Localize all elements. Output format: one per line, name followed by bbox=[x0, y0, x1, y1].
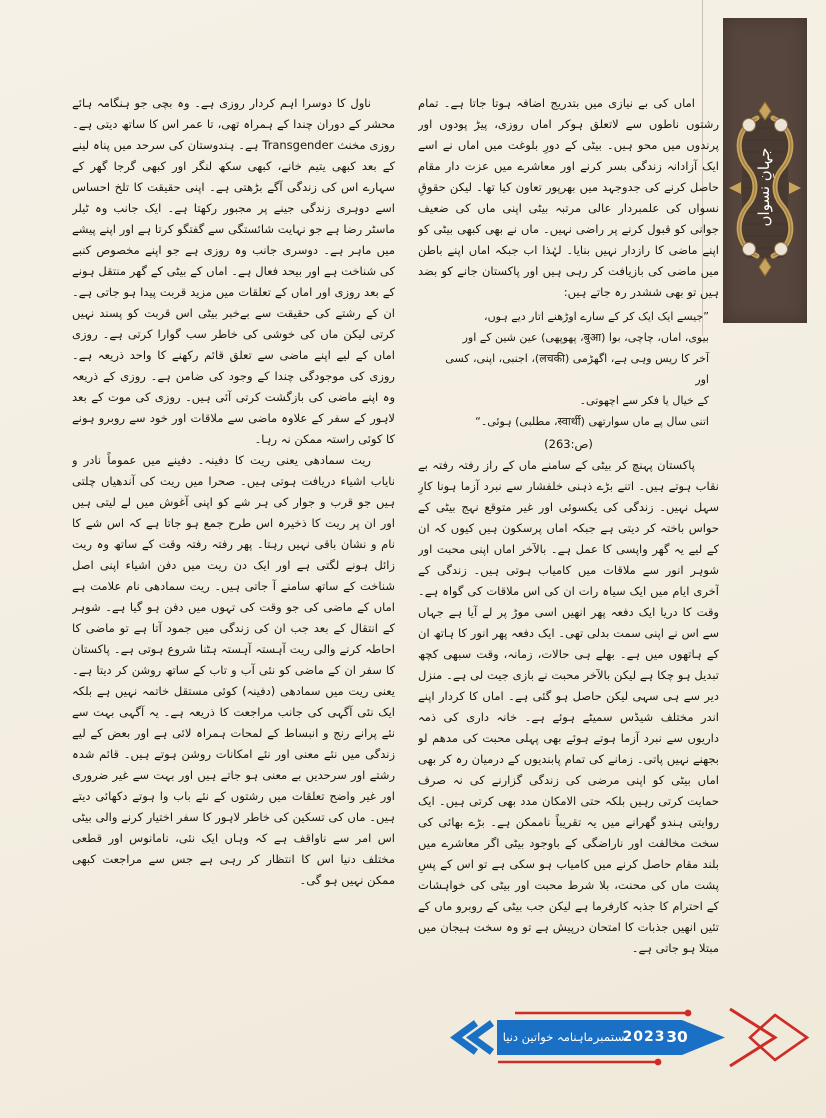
quote-line: بیوی، اماں، چاچی، بوا (बुआ، پھوپھی) عین شین کے اور bbox=[462, 331, 709, 344]
issue-month: ستمبر bbox=[593, 1030, 625, 1044]
section-title: جہانِ نسواں bbox=[755, 147, 773, 227]
verse-quote-block bbox=[442, 306, 709, 432]
quote-page-reference: (ص:263) bbox=[544, 437, 593, 451]
quote-line: اتنی سال پے ماں سوارتھی (स्वार्थी، مطلبی) ہوئی۔“ bbox=[475, 415, 709, 428]
quote-line: کے خیال یا فکر سے اچھوتی۔ bbox=[579, 394, 709, 407]
urdu-paragraph-pakistan-raaz: پاکستان پہنچ کر بیٹی کے سامنے ماں کے راز رفتہ رفتہ بے نقاب ہوتے ہیں۔ اتنے بڑے ذہنی خلفشار سے نبرد آزما ہونا کارِ سہل نہیں۔ زندگی کی یکسوئی اور غیر متوقع نہج بیٹی کے حواس باختہ کر دیتی ہے جبکہ اماں پرسکون ہیں کیوں کہ ان کے لیے یہ گھر واپسی کا عمل ہے۔ بالآخر اماں اپنی محبت اور شوہر انور سے ملاقات میں کامیاب ہوتی ہیں۔ زندگی کے آخری ایام میں ایک سیاہ رات ان کی اس ملاقات کی گواہ ہے۔ وقت کا دریا ایک دفعہ پھر انھیں اسی موڑ پر لے آیا ہے جہاں سے اس نے اپنی سمت بدلی تھی۔ ایک دفعہ پھر انور کا ہاتھ ان کے ہاتھوں میں ہے۔ بھلے ہی حالات، زمانہ، وقت سبھی کچھ تبدیل ہو چکا ہے لیکن بالآخر محبت نے بازی جیت لی ہے۔ منزل دیر سے ہی سہی لیکن حاصل ہو گئی ہے۔ اماں کا کردار اپنے اندر مختلف شیڈس سمیٹے ہوئے ہے۔ خانہ داری کی ذمہ داریوں سے نبرد آزما ہوتے ہوئے بھی پہلی محبت کی مدھم لو بجھنے نہیں پاتی۔ زمانے کی تمام پابندیوں کے درمیان رہ کر بھی اماں بیٹی کو اپنی مرضی کی زندگی گزارنے کی نہ صرف حمایت کرتی رہیں بلکہ حتی الامکان مدد بھی کرتی ہیں۔ ایک روایتی ہندو گھرانے میں یہ تقریباً ناممکن ہے۔ بڑے بھائی کی سخت مخالفت اور ناراضگی کے باوجود بیٹی اگر معاشرے میں بلند مقام حاصل کرنے میں کامیاب ہو سکی ہے تو اس کے پسِ پشت ماں کی محنت، بلا شرط محبت اور بیٹی کی خواہشات کے احترام کا جذبہ کارفرما ہے لیکن جب بیٹی کے روبرو ماں کے تئیں انھیں جذبات کا امتحان درپیش ہے تو وہ سخت ہیجان میں مبتلا ہو جاتی ہے۔ bbox=[418, 458, 719, 955]
magazine-name: ماہنامہ خواتین دنیا bbox=[502, 1030, 594, 1044]
right-text-column bbox=[418, 93, 719, 1014]
page-number: 30 bbox=[666, 1028, 688, 1046]
urdu-paragraph-novel-character-rozi: ناول کا دوسرا اہم کردار روزی ہے۔ وہ بچی جو ہنگامہ ہائے محشر کے دوران چندا کے ہمراہ تھی، تا عمر اس کا ساتھ دیتی ہے۔ روزی مخنث Transgender ہے۔ ہندوستان کی سرحد میں پناہ لینے کے بعد کبھی یتیم خانے، کبھی سکھ لنگر اور کبھی گرجا گھر کے سہارے اس کی زندگی آگے بڑھتی ہے۔ اپنی حقیقت کا تلخ احساس اسے دوہری زندگی جینے پر مجبور رکھتا ہے۔ ایک جانب وہ ٹیلر ماسٹر رضا ہے جو نہایت شائستگی سے گفتگو کرتا ہے اور اپنے پیشے میں ماہر ہے۔ دوسری جانب وہ روزی ہے جو اپنے مخصوص کنبے کی شناخت ہے اور بیحد فعال ہے۔ اماں کے بیٹی کے گھر منتقل ہونے کے بعد روزی اور اماں کے تعلقات میں مزید قربت پیدا ہو جاتی ہے۔ ان کے رشتے کی حقیقت سے بےخبر بیٹی اس قربت کو پسند نہیں کرتی لیکن ماں کی خوشی کی خاطر سب گوارا کرتی ہے۔ روزی اماں کے لیے اپنے ماضی سے تعلق قائم رکھنے کا واحد ذریعہ ہے۔ روزی کی موجودگی چندا کے وجود کی ضامن ہے۔ روزی کے ذریعہ وہ اپنے ماضی کی بازگشت کرتی آئی ہیں۔ روزی کی موت کے بعد لاہور کے سفر کے علاوہ ماضی سے ملاقات اور خود سے روبرو ہونے کا کوئی راستہ ممکن نہ رہا۔ bbox=[72, 96, 395, 446]
urdu-paragraph-ret-samadhi-symbolism: ریت سمادھی یعنی ریت کا دفینہ۔ دفینے میں عموماً نادر و نایاب اشیاء دریافت ہوتی ہیں۔ صحرا میں ریت کی آندھیاں چلتی ہیں جو قرب و جوار کی ہر شے کو اپنی آغوش میں لے لیتی ہیں اور ان پر ریت کا ذخیرہ اس طرح جمع ہو جاتا ہے کہ اس شے کا نام و نشان باقی نہیں رہتا۔ پھر رفتہ رفتہ وقت کے ساتھ وہ ریت زائل ہونے لگتی ہے اور ایک دن ریت میں دفن اشیاء اپنی اصل شناخت کے ساتھ سامنے آ جاتی ہیں۔ ریت سمادھی نام علامت ہے اماں کے ماضی کی جو وقت کی تہوں میں دفن ہو گیا ہے۔ شوہر کے انتقال کے بعد جب ان کی زندگی میں جمود آتا ہے تو ماضی کا احاطہ کرنے والی ریت آہستہ آہستہ ہٹنا شروع ہوتی ہے۔ پاکستان کا سفر ان کے ماضی کو نئی آب و تاب کے ساتھ روشن کر دیتا ہے۔ یعنی ریت میں سمادھی (دفینہ) کوئی مستقل خاتمہ نہیں ہے بلکہ ایک نئی آگہی کی جانب مراجعت کا ذریعہ ہے۔ یہ آگہی بہت سے نئے پرانے رنج و انبساط کے لمحات ہمراہ لائی ہے اور بعض کے لیے زندگی میں نئے معنی اور نئے امکانات روشن ہوتے ہیں۔ قائم شدہ رشتے اور سرحدیں بے معنی ہو جاتے ہیں اور بہت سے غیر ضروری اور غیر واضح تعلقات میں رشتوں کے نئے باب وا ہوتے دکھائی دیتے ہیں۔ ماں کی تسکین کی خاطر لاہور کا سفر اختیار کرنے والی بیٹی اس امر سے ناواقف ہے کہ وہاں ایک نئی، نامانوس اور قطعی مختلف دنیا اس کا انتظار کر رہی ہے جس سے مراجعت کبھی ممکن نہیں ہو گی۔ bbox=[72, 453, 395, 887]
quote-line: آخر کا ریس وہی ہے، اگھڑمی (लचकी)، اجنبی، اپنی، کسی اور bbox=[445, 352, 709, 386]
quote-line: ”جیسے ایک ایک کر کے سارے اوڑھنے اتار دیے ہوں، bbox=[484, 310, 709, 323]
left-text-column bbox=[72, 93, 395, 1014]
section-banner bbox=[723, 18, 807, 323]
footer-banner bbox=[430, 1005, 826, 1100]
gold-ornament-frame bbox=[723, 18, 807, 323]
issue-year: 2023 bbox=[622, 1029, 666, 1045]
urdu-paragraph-aman-beniyazi: اماں کی بے نیازی میں بتدریج اضافہ ہوتا جاتا ہے۔ تمام رشتوں ناطوں سے لاتعلق ہوکر اماں روزی، پیڑ پودوں اور پرندوں میں محو ہیں۔ بیٹی کے دورِ بلوغت میں اماں نے اسے ایک آزادانہ زندگی بسر کرنے اور معاشرے میں عزت دار مقام حاصل کرنے کی جدوجہد میں بھرپور تعاون کیا تھا۔ لیکن حقوقِ نسواں کی علمبردار عالی مرتبہ بیٹی اپنی ماں کی ضعیف جوانی کو قبول کرنے پر راضی نہیں۔ ماں نے بھی کبھی بیٹی کو اپنے ماضی کا رازدار نہیں بنایا۔ لہٰذا اب جبکہ اماں اپنے باطن میں ماضی کی بازیافت کر رہی ہیں اور پاکستان جانے کو بضد ہیں تو بھی ششدر رہ جاتے ہیں: bbox=[418, 96, 719, 299]
